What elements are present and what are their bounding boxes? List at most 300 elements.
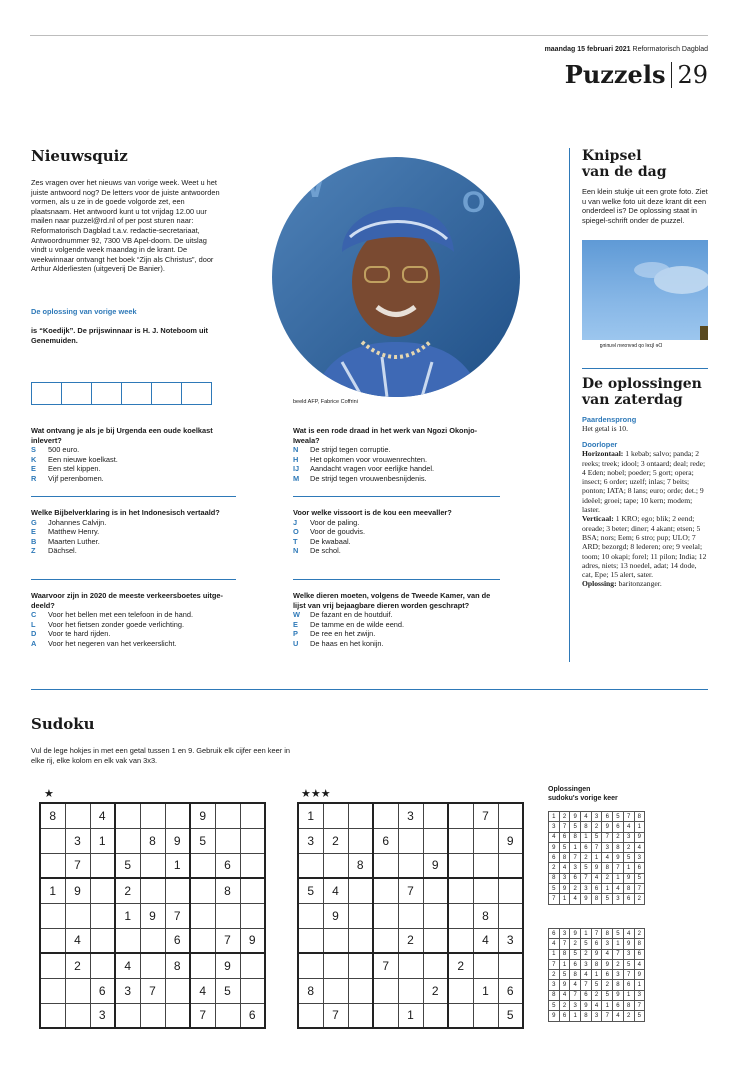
solutions-section <box>582 376 708 589</box>
sudoku-cell[interactable] <box>298 928 323 953</box>
sudoku-cell: 4 <box>613 1011 624 1021</box>
sudoku-cell[interactable] <box>448 978 473 1003</box>
sudoku-cell[interactable] <box>115 1003 140 1028</box>
sudoku-cell: 6 <box>559 832 570 842</box>
sudoku-cell: 2 <box>623 842 634 852</box>
sudoku-cell[interactable] <box>140 803 165 828</box>
sudoku-cell: 9 <box>613 990 624 1000</box>
sudoku-cell[interactable] <box>90 878 115 903</box>
sudoku-cell: 8 <box>581 822 592 832</box>
answer-box[interactable] <box>31 382 62 405</box>
sudoku-cell[interactable] <box>398 978 423 1003</box>
sudoku-cell: 6 <box>165 928 190 953</box>
answer-boxes[interactable] <box>31 382 211 405</box>
sudoku-cell[interactable] <box>473 828 498 853</box>
divider <box>582 368 708 369</box>
sudoku-cell: 6 <box>581 842 592 852</box>
portrait-illustration <box>272 157 520 397</box>
sudoku-cell: 9 <box>602 959 613 969</box>
sudoku-cell: 3 <box>559 929 570 939</box>
sudoku-cell[interactable] <box>165 878 190 903</box>
sudoku-cell[interactable] <box>40 853 65 878</box>
sudoku-cell[interactable] <box>448 878 473 903</box>
sudoku-cell[interactable] <box>240 953 265 978</box>
answer-box[interactable] <box>91 382 122 405</box>
sudoku-cell: 4 <box>65 928 90 953</box>
sudoku-cell: 8 <box>348 853 373 878</box>
sudoku-cell: 7 <box>623 812 634 822</box>
sudoku-cell[interactable] <box>473 953 498 978</box>
sudoku-cell[interactable] <box>65 803 90 828</box>
option[interactable]: P De ree en het zwijn. <box>293 629 376 639</box>
sudoku-cell: 5 <box>549 1001 560 1011</box>
sudoku-cell[interactable] <box>240 878 265 903</box>
sudoku-cell: 9 <box>190 803 215 828</box>
sudoku-cell: 9 <box>634 970 645 980</box>
sudoku-cell[interactable] <box>115 828 140 853</box>
sudoku-cell: 4 <box>473 928 498 953</box>
sudoku-cell: 5 <box>115 853 140 878</box>
option[interactable]: B Maarten Luther. <box>31 536 100 546</box>
question-2 <box>293 426 503 484</box>
sudoku-cell[interactable] <box>423 828 448 853</box>
sudoku-cell: 5 <box>581 863 592 873</box>
knipsel-photo <box>582 240 708 340</box>
sudoku-cell: 2 <box>602 980 613 990</box>
sudoku-cell[interactable] <box>165 1003 190 1028</box>
sudoku-cell[interactable] <box>473 853 498 878</box>
sudoku-cell[interactable] <box>448 903 473 928</box>
sudoku-cell[interactable] <box>373 853 398 878</box>
sudoku-grid-hard[interactable] <box>297 802 524 1029</box>
sudoku-cell[interactable] <box>373 1003 398 1028</box>
section-divider <box>31 689 708 690</box>
option[interactable]: M De strijd tegen vrouwenbesnijdenis. <box>293 473 427 483</box>
sudoku-cell: 9 <box>591 949 602 959</box>
sudoku-cell: 1 <box>115 903 140 928</box>
verticaal <box>582 514 708 579</box>
sudoku-cell[interactable] <box>65 903 90 928</box>
option[interactable]: U De haas en het konijn. <box>293 638 384 648</box>
sudoku-cell[interactable] <box>398 853 423 878</box>
sudoku-cell: 7 <box>634 1001 645 1011</box>
sudoku-cell: 7 <box>215 928 240 953</box>
sudoku-cell[interactable] <box>40 953 65 978</box>
sudoku-cell[interactable] <box>215 803 240 828</box>
sudoku-cell: 3 <box>549 822 560 832</box>
sudoku-cell: 1 <box>602 884 613 894</box>
sudoku-cell[interactable] <box>240 978 265 1003</box>
sudoku-cell: 8 <box>140 828 165 853</box>
option[interactable]: E De tamme en de wilde eend. <box>293 619 405 629</box>
answer-box[interactable] <box>181 382 212 405</box>
sudoku-cell: 9 <box>570 929 581 939</box>
sudoku-cell: 5 <box>591 980 602 990</box>
sudoku-cell: 3 <box>298 828 323 853</box>
sudoku-cell: 9 <box>549 1011 560 1021</box>
horizontaal-text: 1 kebab; salvo; panda; 2 reeks; treek; idool; 3 ontaard; deal; rede; 4 Eden; nobel; poeder; 5 gort; opera; insect; 6 order; uzelf; inlas; 7 beits; ponton; IATA; 8 lans; euro; orde; det.; 9 ideëel; groei; tape; 10 kern; modem; laster. <box>582 449 706 515</box>
sudoku-cell[interactable] <box>298 1003 323 1028</box>
sudoku-cell: 6 <box>240 1003 265 1028</box>
knipsel-mirror-text: De Ijzel op bevroren leuning <box>599 343 662 349</box>
sudoku-cell[interactable] <box>323 928 348 953</box>
sudoku-cell: 1 <box>634 980 645 990</box>
option[interactable]: K Een nieuwe koelkast. <box>31 454 118 464</box>
sudoku-cell[interactable] <box>398 828 423 853</box>
question-5 <box>31 591 236 649</box>
option[interactable]: O Voor de goudvis. <box>293 527 366 537</box>
sudoku-cell[interactable] <box>90 953 115 978</box>
sudoku-cell: 9 <box>549 842 560 852</box>
sudoku-cell: 6 <box>373 828 398 853</box>
sudoku-cell: 9 <box>602 822 613 832</box>
option[interactable]: W De fazant en de houtduif. <box>293 610 393 620</box>
oplossing <box>582 579 708 588</box>
sudoku-cell[interactable] <box>348 878 373 903</box>
prev-solutions-label <box>548 785 618 803</box>
option[interactable]: A Voor het negeren van het verkeerslicht. <box>31 638 177 648</box>
sudoku-cell: 2 <box>549 970 560 980</box>
horizontaal <box>582 449 708 514</box>
sudoku-cell: 7 <box>591 929 602 939</box>
date: maandag 15 februari 2021 <box>544 46 631 53</box>
sudoku-cell[interactable] <box>115 803 140 828</box>
sudoku-cell[interactable] <box>448 828 473 853</box>
sudoku-cell: 4 <box>602 949 613 959</box>
sudoku-cell: 3 <box>65 828 90 853</box>
sudoku-cell[interactable] <box>498 853 523 878</box>
sudoku-cell[interactable] <box>423 903 448 928</box>
answer-box[interactable] <box>61 382 92 405</box>
sudoku-cell: 3 <box>623 949 634 959</box>
sudoku-cell[interactable] <box>165 978 190 1003</box>
sudoku-cell: 4 <box>559 863 570 873</box>
sudoku-intro: Vul de lege hokjes in met een getal tussen 1 en 9. Gebruik elk cijfer een keer in elke rij, elke kolom en elk vak van 3x3. <box>31 746 290 765</box>
sudoku-cell: 6 <box>634 949 645 959</box>
sudoku-cell[interactable] <box>498 878 523 903</box>
sudoku-cell: 6 <box>549 853 560 863</box>
sudoku-cell: 6 <box>90 978 115 1003</box>
sudoku-cell: 9 <box>498 828 523 853</box>
sudoku-cell[interactable] <box>348 803 373 828</box>
sudoku-cell[interactable] <box>40 928 65 953</box>
sudoku-cell: 6 <box>570 959 581 969</box>
sudoku-cell: 7 <box>165 903 190 928</box>
sudoku-cell: 9 <box>581 894 592 904</box>
quiz-title: Nieuwsquiz <box>31 147 128 165</box>
sudoku-cell: 7 <box>559 939 570 949</box>
quiz-intro: Zes vragen over het nieuws van vorige week. Weet u het juiste antwoord nog? De letters voor de juiste antwoorden vormen, als u ze in de goede volgorde zet, een plaatsnaam. Het antwoord kunt u tot vrijdag 12.00 uur mailen naar puzzel@rd.nl of per post sturen naar: Reformatorisch Dagblad t.a.v. redactie-secretariaat, Antwoordnummer 92, 7300 VB Apel-doorn. De uitslag vindt u volgende week maandag in de krant. De weekwinnaar ontvangt het boek “Zijn als Christus”, door Arthur Alderliesten (uitgeverij De Banier). <box>31 178 220 274</box>
sudoku-cell: 7 <box>473 803 498 828</box>
option[interactable]: L Voor het fietsen zonder goede verlichting. <box>31 619 184 629</box>
sudoku-cell: 3 <box>623 832 634 842</box>
portrait-photo <box>272 157 520 397</box>
sudoku-cell[interactable] <box>348 903 373 928</box>
sudoku-cell: 4 <box>570 894 581 904</box>
sudoku-cell: 1 <box>549 949 560 959</box>
solutions-title-line1: De oplossingen <box>582 376 702 392</box>
option[interactable]: J Voor de paling. <box>293 517 360 527</box>
sudoku-cell[interactable] <box>240 853 265 878</box>
sudoku-cell: 7 <box>323 1003 348 1028</box>
option[interactable]: E Matthew Henry. <box>31 527 100 537</box>
sudoku-cell[interactable] <box>190 928 215 953</box>
question-text: Voor welke vissoort is de kou een meevaller? <box>293 508 452 517</box>
sudoku-grid-easy[interactable] <box>39 802 266 1029</box>
sudoku-cell[interactable] <box>423 928 448 953</box>
option[interactable]: Z Dächsel. <box>31 546 77 556</box>
knipsel-title-line1: Knipsel <box>582 148 642 164</box>
sudoku-cell: 8 <box>473 903 498 928</box>
option[interactable]: S 500 euro. <box>31 445 80 455</box>
sudoku-cell: 9 <box>623 873 634 883</box>
sudoku-cell: 1 <box>634 822 645 832</box>
sudoku-cell: 1 <box>613 873 624 883</box>
sudoku-cell: 8 <box>581 1011 592 1021</box>
sudoku-cell: 2 <box>591 822 602 832</box>
sudoku-cell: 3 <box>570 863 581 873</box>
sudoku-cell: 1 <box>40 878 65 903</box>
sudoku-cell: 3 <box>90 1003 115 1028</box>
sudoku-cell[interactable] <box>348 828 373 853</box>
sudoku-cell[interactable] <box>373 878 398 903</box>
doorloper-label: Doorloper <box>582 440 618 450</box>
sudoku-cell: 1 <box>581 929 592 939</box>
sudoku-cell[interactable] <box>40 978 65 1003</box>
question-text: Welke Bijbelverklaring is in het Indonesisch vertaald? <box>31 508 220 517</box>
sudoku-cell[interactable] <box>65 1003 90 1028</box>
sudoku-cell: 2 <box>323 828 348 853</box>
sudoku-cell: 2 <box>559 812 570 822</box>
sudoku-cell: 8 <box>570 970 581 980</box>
sudoku-cell[interactable] <box>215 903 240 928</box>
sudoku-cell: 8 <box>602 929 613 939</box>
sudoku-cell: 2 <box>613 832 624 842</box>
option[interactable]: R Vijf perenbomen. <box>31 473 104 483</box>
sudoku-cell: 6 <box>591 884 602 894</box>
sudoku-cell: 1 <box>623 863 634 873</box>
sudoku-cell: 8 <box>623 1001 634 1011</box>
sudoku-cell: 1 <box>398 1003 423 1028</box>
sudoku-cell: 3 <box>602 842 613 852</box>
sudoku-cell: 1 <box>581 832 592 842</box>
solutions-title-line2: van zaterdag <box>582 392 683 408</box>
dateline <box>545 46 708 53</box>
sudoku-cell[interactable] <box>398 903 423 928</box>
sudoku-cell: 7 <box>623 970 634 980</box>
sudoku-cell: 9 <box>140 903 165 928</box>
sudoku-cell[interactable] <box>398 953 423 978</box>
sudoku-cell[interactable] <box>190 953 215 978</box>
sudoku-cell: 3 <box>613 894 624 904</box>
sudoku-cell[interactable] <box>215 1003 240 1028</box>
sudoku-cell: 8 <box>634 812 645 822</box>
sudoku-cell: 5 <box>190 828 215 853</box>
sudoku-cell[interactable] <box>423 953 448 978</box>
sudoku-cell: 5 <box>634 1011 645 1021</box>
difficulty-easy: ★ <box>44 788 54 800</box>
sudoku-cell[interactable] <box>498 953 523 978</box>
sky-illustration <box>582 240 708 340</box>
sudoku-cell[interactable] <box>373 903 398 928</box>
option[interactable]: C Voor het bellen met een telefoon in de hand. <box>31 610 194 620</box>
sudoku-cell[interactable] <box>423 803 448 828</box>
sudoku-cell[interactable] <box>240 903 265 928</box>
sudoku-cell: 1 <box>298 803 323 828</box>
sudoku-cell: 3 <box>570 1001 581 1011</box>
sudoku-cell[interactable] <box>448 1003 473 1028</box>
sudoku-cell[interactable] <box>190 903 215 928</box>
title-separator <box>671 62 672 88</box>
answer-box[interactable] <box>151 382 182 405</box>
sudoku-cell[interactable] <box>215 828 240 853</box>
sudoku-cell: 9 <box>559 884 570 894</box>
sudoku-cell: 5 <box>591 832 602 842</box>
sudoku-cell: 9 <box>613 853 624 863</box>
sudoku-cell[interactable] <box>298 953 323 978</box>
option[interactable]: T De kwabaal. <box>293 536 351 546</box>
sudoku-cell[interactable] <box>190 853 215 878</box>
sudoku-cell: 3 <box>498 928 523 953</box>
sudoku-cell: 2 <box>570 884 581 894</box>
option[interactable]: G Johannes Calvijn. <box>31 517 107 527</box>
sudoku-cell: 3 <box>613 970 624 980</box>
sudoku-cell: 2 <box>581 949 592 959</box>
sudoku-cell[interactable] <box>298 903 323 928</box>
sudoku-cell[interactable] <box>348 953 373 978</box>
sudoku-cell: 1 <box>165 853 190 878</box>
question-text: Wat ontvang je als je bij Urgenda een oude koelkast inlevert? <box>31 426 213 445</box>
sudoku-cell[interactable] <box>473 878 498 903</box>
sudoku-cell: 8 <box>549 873 560 883</box>
knipsel-section <box>582 148 708 225</box>
sudoku-cell: 7 <box>570 990 581 1000</box>
sudoku-cell: 8 <box>634 939 645 949</box>
option[interactable]: D Voor te hard rijden. <box>31 629 111 639</box>
sudoku-cell: 7 <box>591 842 602 852</box>
option[interactable]: E Een stel kippen. <box>31 464 101 474</box>
question-text: Wat is een rode draad in het werk van Ngozi Okonjo-Iweala? <box>293 426 478 445</box>
sudoku-cell[interactable] <box>348 928 373 953</box>
sudoku-cell[interactable] <box>448 853 473 878</box>
sudoku-cell: 2 <box>549 863 560 873</box>
sudoku-cell: 4 <box>613 884 624 894</box>
sudoku-cell: 1 <box>549 812 560 822</box>
sudoku-cell: 1 <box>90 828 115 853</box>
sudoku-cell[interactable] <box>498 803 523 828</box>
sudoku-cell[interactable] <box>423 1003 448 1028</box>
sudoku-cell: 5 <box>623 959 634 969</box>
sudoku-cell[interactable] <box>65 978 90 1003</box>
sudoku-cell: 4 <box>323 878 348 903</box>
sudoku-cell: 7 <box>570 853 581 863</box>
sudoku-cell[interactable] <box>40 1003 65 1028</box>
sudoku-cell[interactable] <box>348 1003 373 1028</box>
sudoku-cell: 2 <box>634 894 645 904</box>
sudoku-cell: 3 <box>115 978 140 1003</box>
sudoku-cell: 7 <box>581 873 592 883</box>
sudoku-cell[interactable] <box>373 978 398 1003</box>
sudoku-cell: 7 <box>559 822 570 832</box>
sudoku-cell: 3 <box>634 990 645 1000</box>
sudoku-cell: 3 <box>634 853 645 863</box>
sudoku-cell[interactable] <box>190 878 215 903</box>
sudoku-cell[interactable] <box>323 803 348 828</box>
option[interactable]: N De schol. <box>293 546 341 556</box>
sudoku-cell[interactable] <box>90 853 115 878</box>
sudoku-cell[interactable] <box>498 903 523 928</box>
sudoku-cell: 3 <box>398 803 423 828</box>
sudoku-cell[interactable] <box>140 853 165 878</box>
sudoku-cell[interactable] <box>90 928 115 953</box>
option[interactable]: N De strijd tegen corruptie. <box>293 445 391 455</box>
prev-solution-grid-hard <box>548 928 645 1022</box>
option[interactable]: H Het opkomen voor vrouwenrechten. <box>293 454 428 464</box>
sudoku-cell[interactable] <box>323 953 348 978</box>
sudoku-cell[interactable] <box>448 928 473 953</box>
paardensprong-text: Het getal is 10. <box>582 424 628 433</box>
divider <box>293 579 500 580</box>
sudoku-cell[interactable] <box>373 803 398 828</box>
sudoku-cell[interactable] <box>90 903 115 928</box>
sudoku-cell: 5 <box>602 894 613 904</box>
question-1 <box>31 426 236 484</box>
sudoku-cell[interactable] <box>240 803 265 828</box>
sudoku-cell: 3 <box>602 939 613 949</box>
sudoku-cell[interactable] <box>473 1003 498 1028</box>
sudoku-cell[interactable] <box>323 978 348 1003</box>
sudoku-cell[interactable] <box>298 853 323 878</box>
sudoku-cell: 5 <box>613 812 624 822</box>
sudoku-cell: 7 <box>549 959 560 969</box>
sudoku-cell: 6 <box>623 894 634 904</box>
paper-name: Reformatorisch Dagblad <box>632 46 708 53</box>
sudoku-cell[interactable] <box>40 903 65 928</box>
sudoku-cell: 2 <box>623 1011 634 1021</box>
sudoku-cell: 9 <box>634 832 645 842</box>
sudoku-cell[interactable] <box>165 803 190 828</box>
sudoku-cell[interactable] <box>140 953 165 978</box>
sudoku-cell[interactable] <box>140 1003 165 1028</box>
sudoku-cell: 9 <box>581 1001 592 1011</box>
sudoku-cell: 1 <box>602 1001 613 1011</box>
sudoku-cell[interactable] <box>448 803 473 828</box>
answer-box[interactable] <box>121 382 152 405</box>
sudoku-cell[interactable] <box>323 853 348 878</box>
sudoku-cell[interactable] <box>373 928 398 953</box>
sudoku-cell: 5 <box>634 873 645 883</box>
sudoku-cell[interactable] <box>423 878 448 903</box>
sudoku-cell: 5 <box>581 939 592 949</box>
sudoku-cell: 9 <box>423 853 448 878</box>
sudoku-cell[interactable] <box>140 878 165 903</box>
sudoku-cell[interactable] <box>40 828 65 853</box>
divider <box>293 496 500 497</box>
sudoku-cell: 8 <box>591 959 602 969</box>
column-divider <box>569 148 570 662</box>
sudoku-cell[interactable] <box>115 928 140 953</box>
sudoku-cell[interactable] <box>348 978 373 1003</box>
sudoku-cell: 4 <box>549 832 560 842</box>
sudoku-cell: 6 <box>613 1001 624 1011</box>
sudoku-cell: 2 <box>634 929 645 939</box>
sudoku-cell[interactable] <box>140 928 165 953</box>
photo-credit: beeld AFP, Fabrice Coffrini <box>293 399 358 405</box>
sudoku-cell[interactable] <box>240 828 265 853</box>
top-rule <box>30 35 708 36</box>
option[interactable]: IJ Aandacht vragen voor eerlijke handel. <box>293 464 435 474</box>
sudoku-cell: 1 <box>591 970 602 980</box>
